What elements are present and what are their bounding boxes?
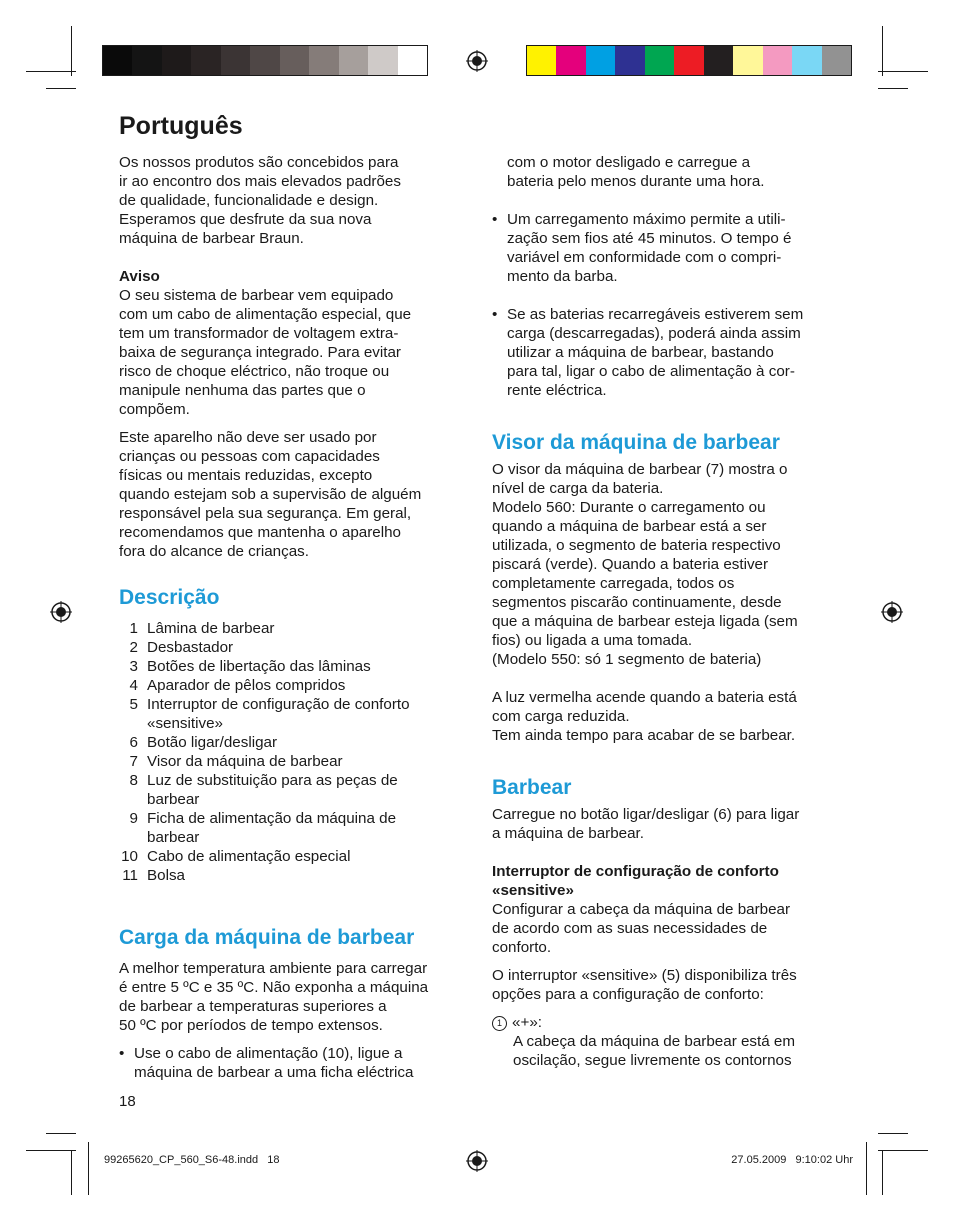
left-column [119,153,469,1082]
page-number: 18 [119,1093,136,1110]
color-swatch [339,46,368,75]
crop-mark [878,1133,908,1134]
color-swatch [645,46,674,75]
aviso-paragraph: O seu sistema de barbear vem equipado com um cabo de alimentação especial, que tem um transformador de voltagem extra- baixa de segurança integrado. Para evitar risco de choque eléctrico, não troque ou manipule nenhuma das partes que o compõem. [119,287,412,418]
list-item [108,676,469,695]
color-swatch [280,46,309,75]
color-swatch [527,46,556,75]
color-swatch [615,46,644,75]
list-item-number: 3 [129,658,138,675]
list-item [119,1044,469,1082]
color-swatch [733,46,762,75]
list-item [108,733,469,752]
interruptor-heading: Interruptor de configuração de conforto «sensitive» [492,863,779,899]
color-swatch [368,46,397,75]
intro-paragraph: Os nossos produtos são concebidos para ir ao encontro dos mais elevados padrões de qualidade, funcionalidade e design. Esperamos que desfrute da sua nova máquina de barbear Braun. [119,154,401,247]
color-swatch [162,46,191,75]
crop-mark [46,88,76,89]
color-swatch [250,46,279,75]
crop-mark [71,26,72,76]
list-item [108,638,469,657]
color-swatch [586,46,615,75]
crop-mark [26,71,76,72]
crop-mark [882,26,883,76]
bullet-two-text: Se as baterias recarregáveis estiverem sem carga (descarregadas), poderá ainda assim utilizar a máquina de barbear, bastando para tal, ligar o cabo de alimentação à cor- rente eléctrica. [507,306,804,399]
list-item-number: 1 [129,620,138,637]
list-item-label: Cabo de alimentação especial [147,848,351,865]
crop-mark [88,1142,89,1195]
list-item-label: Botão ligar/desligar [147,734,278,751]
list-item [108,809,469,847]
crop-mark [71,1150,72,1195]
crop-mark [878,1150,928,1151]
color-swatch [704,46,733,75]
color-swatch [792,46,821,75]
interruptor-paragraph: Configurar a cabeça da máquina de barbear de acordo com as suas necessidades de conforto. [492,901,791,956]
option-number-icon: 1 [492,1016,507,1031]
list-item [108,771,469,809]
descricao-heading: Descrição [119,586,220,609]
list-item-label: Ficha de alimentação da máquina de barbear [147,810,397,846]
list-item [492,210,837,286]
list-item [108,847,469,866]
color-swatch [398,46,427,75]
list-item [108,695,469,733]
option-one [492,1013,837,1070]
visor-heading: Visor da máquina de barbear [492,431,780,454]
list-item-number: 9 [129,810,138,827]
crop-mark [882,1150,883,1195]
list-item-number: 2 [129,639,138,656]
footer-file: 99265620_CP_560_S6-48.indd 18 [104,1154,280,1166]
barbear-paragraph: Carregue no botão ligar/desligar (6) para ligar a máquina de barbear. [492,806,800,842]
list-item-number: 11 [122,867,138,884]
list-item-number: 7 [129,753,138,770]
registration-mark-icon [466,1150,488,1172]
list-item-label: Desbastador [147,639,234,656]
crop-mark [46,1133,76,1134]
bullet-icon: • [492,306,498,323]
visor-paragraph: O visor da máquina de barbear (7) mostra o nível de carga da bateria. Modelo 560: Durante o carregamento ou quando a máquina de barbear está a ser utilizada, o segmento de bateria respectivo piscará (verde). Quando a bateria estiver completamente carregada, todos os segmentos piscarão continuamente, desde que a máquina de barbear esteja ligada (sem fios) ou ligada a uma tomada. (Modelo 550: só 1 segmento de bateria) [492,461,798,668]
list-item-label: Interruptor de configuração de conforto «sensitive» [147,696,410,732]
process-color-bar [526,45,852,76]
crop-mark [878,88,908,89]
option-one-text: A cabeça da máquina de barbear está em oscilação, segue livremente os contornos [513,1033,795,1069]
list-item-number: 8 [129,772,138,789]
list-item-number: 5 [129,696,138,713]
list-item [108,866,469,885]
opcoes-paragraph: O interruptor «sensitive» (5) disponibiliza três opções para a configuração de conforto: [492,967,797,1003]
crop-mark [878,71,928,72]
list-item-number: 6 [129,734,138,751]
list-item-label: Lâmina de barbear [147,620,275,637]
list-item-number: 10 [121,848,138,865]
list-item [108,657,469,676]
registration-mark-icon [466,50,488,72]
color-swatch [556,46,585,75]
children-warning-paragraph: Este aparelho não deve ser usado por crianças ou pessoas com capacidades físicas ou mentais reduzidas, excepto quando estejam sob a supervisão de alguém responsável pela sua segurança. Em geral, recomendamos que mantenha o aparelho fora do alcance de crianças. [119,429,422,560]
aviso-heading: Aviso [119,268,160,285]
color-swatch [763,46,792,75]
list-item [108,619,469,638]
list-item [492,305,837,400]
color-swatch [309,46,338,75]
crop-mark [866,1142,867,1195]
luz-paragraph: A luz vermelha acende quando a bateria está com carga reduzida. Tem ainda tempo para acabar de se barbear. [492,689,797,744]
page-title: Português [119,112,243,140]
list-item [108,752,469,771]
list-item-label: Bolsa [147,867,185,884]
list-item-label: Aparador de pêlos compridos [147,677,346,694]
crop-mark [26,1150,76,1151]
footer-date: 27.05.2009 9:10:02 Uhr [731,1154,853,1166]
color-swatch [103,46,132,75]
list-item-number: 4 [129,677,138,694]
carga-heading: Carga da máquina de barbear [119,926,415,949]
color-swatch [132,46,161,75]
registration-mark-icon [881,601,903,623]
list-item-label: Botões de libertação das lâminas [147,658,371,675]
carga-bullet-text: Use o cabo de alimentação (10), ligue a máquina de barbear a uma ficha eléctrica [134,1045,414,1081]
bullet-one-text: Um carregamento máximo permite a utili- zação sem fios até 45 minutos. O tempo é variável em conformidade com o compri- mento da barba. [507,211,792,285]
list-item-label: Visor da máquina de barbear [147,753,343,770]
bullet-icon: • [119,1045,125,1062]
color-swatch [191,46,220,75]
color-swatch [822,46,851,75]
barbear-heading: Barbear [492,776,572,799]
right-column [492,153,837,1070]
carga-paragraph: A melhor temperatura ambiente para carregar é entre 5 ºC e 35 ºC. Não exponha a máquina de barbear a temperaturas superiores a 50 ºC por períodos de tempo extensos. [119,960,429,1034]
option-one-label: «+»: [512,1014,542,1031]
color-swatch [674,46,703,75]
list-item-label: Luz de substituição para as peças de barbear [147,772,398,808]
color-swatch [221,46,250,75]
description-list [108,619,469,885]
bullet-icon: • [492,211,498,228]
registration-mark-icon [50,601,72,623]
continuation-paragraph: com o motor desligado e carregue a bateria pelo menos durante uma hora. [507,154,765,190]
grayscale-color-bar [102,45,428,76]
